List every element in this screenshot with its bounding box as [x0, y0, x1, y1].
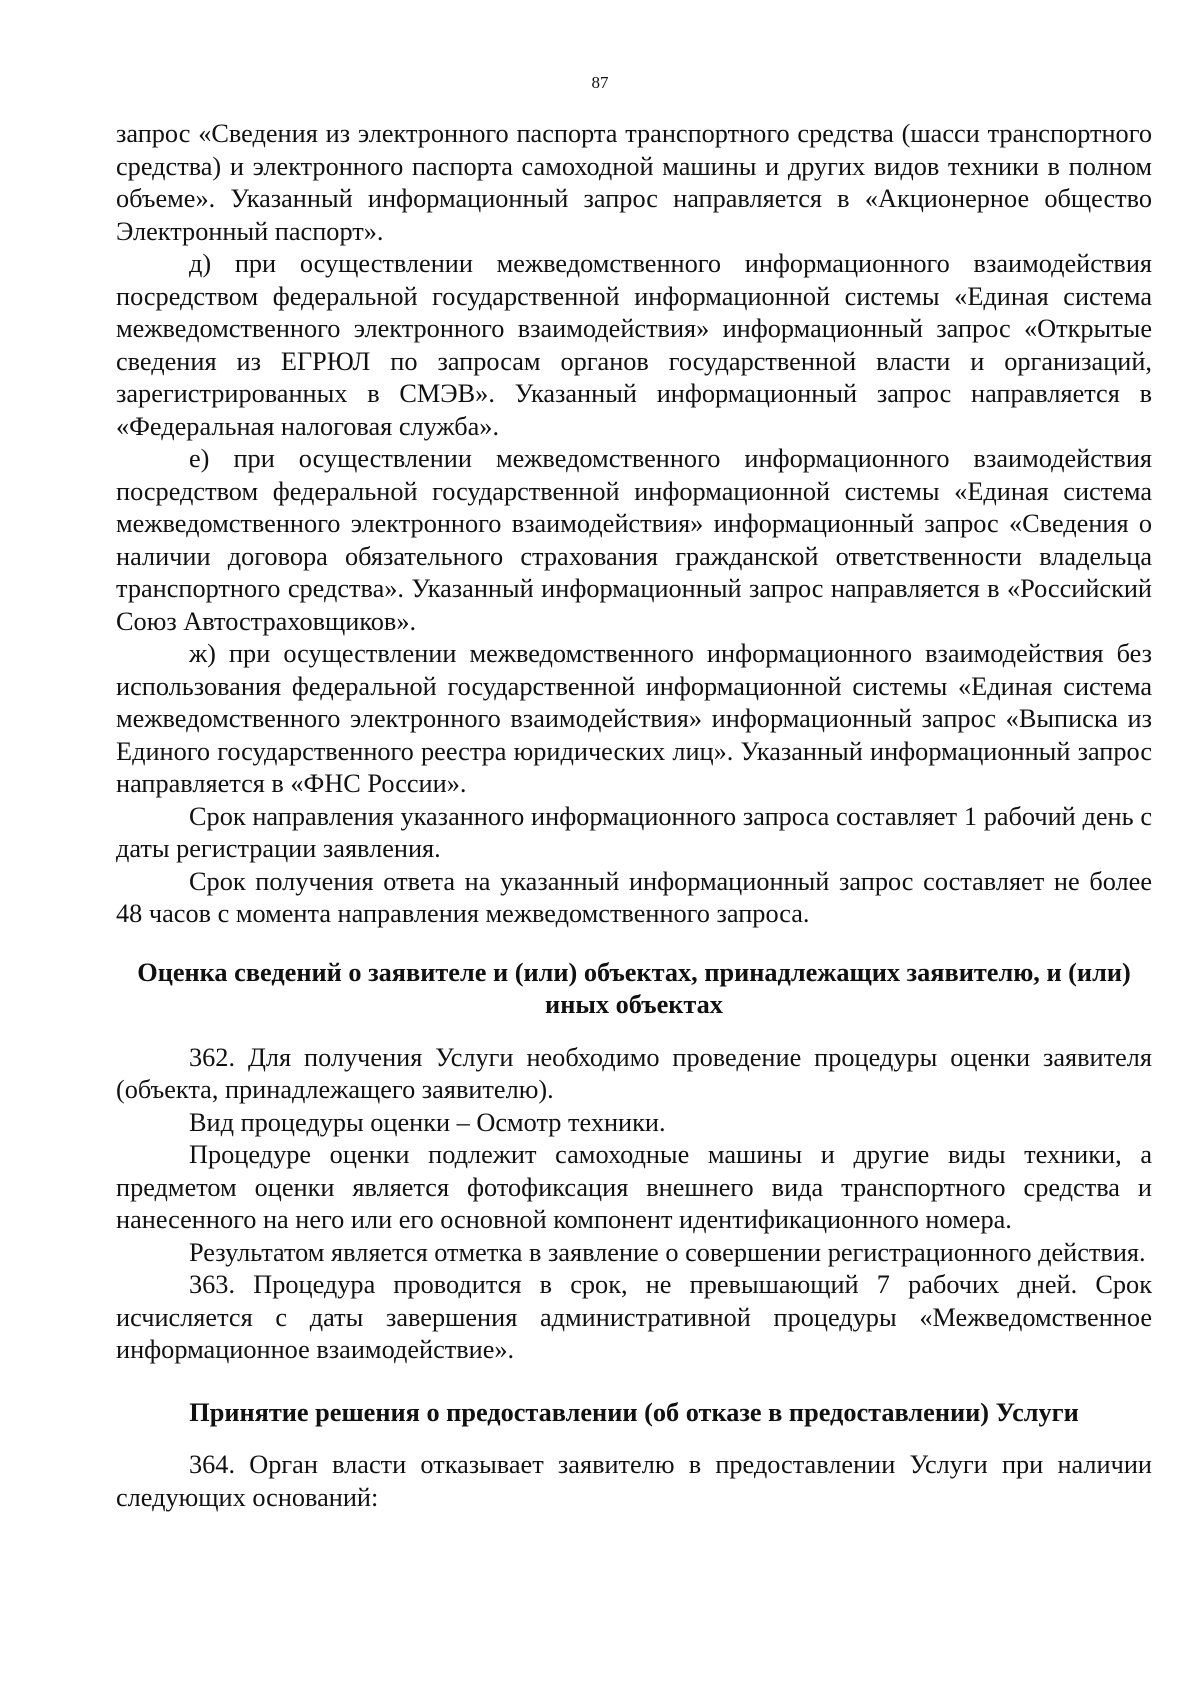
document-body [116, 118, 1152, 1514]
paragraph-e: е) при осуществлении межведомственного информационного взаимодействия посредством федеральной государственной информационной системы «Единая система межведомственного электронного взаимодействия» информационный запрос «Сведения о наличии договора обязательного страхования гражданской ответственности владельца транспортного средства». Указанный информационный запрос направляется в «Российский Союз Автостраховщиков». [116, 444, 1152, 636]
section-decision [116, 1449, 1152, 1514]
section-heading-decision: Принятие решения о предоставлении (об отказе в предоставлении) Услуги [189, 1397, 1079, 1427]
paragraph: запрос «Сведения из электронного паспорта транспортного средства (шасси транспортного средства) и электронного паспорта самоходной машины и других видов техники в полном объеме». Указанный информационный запрос направляется в «Акционерное общество Электронный паспорт». [116, 119, 1152, 246]
paragraph-d: д) при осуществлении межведомственного информационного взаимодействия посредством федеральной государственной информационной системы «Единая система межведомственного электронного взаимодействия» информационный запрос «Открытые сведения из ЕГРЮЛ по запросам органов государственной власти и организаций, зарегистрированных в СМЭВ». Указанный информационный запрос направляется в «Федеральная налоговая служба». [116, 249, 1152, 441]
paragraph-363: 363. Процедура проводится в срок, не превышающий 7 рабочих дней. Срок исчисляется с даты завершения административной процедуры «Межведомственное информационное взаимодействие». [116, 1270, 1152, 1364]
section-evaluation [116, 1042, 1152, 1367]
paragraph-inspection-type: Вид процедуры оценки – Осмотр техники. [189, 1107, 666, 1137]
paragraph-response-deadline: Срок получения ответа на указанный информационный запрос составляет не более 48 часов с момента направления межведомственного запроса. [116, 866, 1152, 928]
paragraph-364: 364. Орган власти отказывает заявителю в предоставлении Услуги при наличии следующих оснований: [116, 1450, 1152, 1512]
paragraph-inspection-subject: Процедуре оценки подлежит самоходные машины и другие виды техники, а предметом оценки является фотофиксация внешнего вида транспортного средства и нанесенного на него или его основной компонент идентификационного номера. [116, 1140, 1152, 1234]
page-number: 87 [591, 73, 609, 92]
paragraph-362: 362. Для получения Услуги необходимо проведение процедуры оценки заявителя (объекта, принадлежащего заявителю). [116, 1042, 1152, 1104]
section-heading-evaluation: Оценка сведений о заявителе и (или) объектах, принадлежащих заявителю, и (или) иных объектах [137, 957, 1131, 1019]
paragraph-request-deadline: Срок направления указанного информационного запроса составляет 1 рабочий день с даты регистрации заявления. [116, 801, 1152, 863]
paragraph-zh: ж) при осуществлении межведомственного информационного взаимодействия без использования федеральной государственной информационной системы «Единая система межведомственного электронного взаимодействия» информационный запрос «Выписка из Единого государственного реестра юридических лиц». Указанный информационный запрос направляется в «ФНС России». [116, 639, 1152, 798]
paragraph-result: Результатом является отметка в заявление о совершении регистрационного действия. [189, 1237, 1146, 1267]
